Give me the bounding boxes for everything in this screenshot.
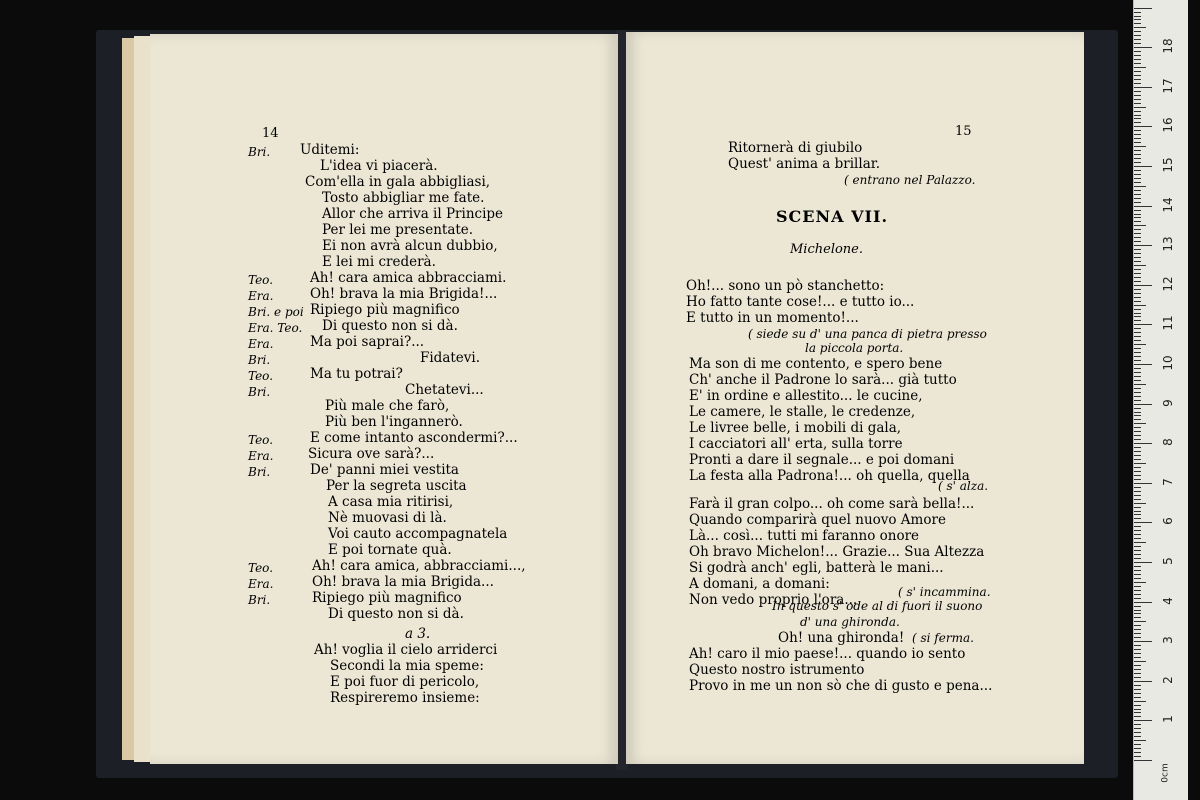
verse-line: Voi cauto accompagnatela	[328, 526, 508, 542]
speaker-label: Bri. e poi	[248, 305, 304, 319]
ruler-tick	[1134, 427, 1141, 428]
ruler-tick	[1134, 511, 1141, 512]
ruler-tick	[1134, 574, 1141, 575]
stage-direction: ( siede su d' una panca di pietra presso	[748, 327, 987, 341]
ruler-tick	[1134, 625, 1141, 626]
body-line: Ho fatto tante cose!... e tutto io...	[686, 294, 915, 310]
ruler-tick	[1134, 340, 1141, 341]
ruler-tick	[1134, 352, 1141, 353]
ruler-tick	[1134, 748, 1141, 749]
stage-direction: la piccola porta.	[805, 341, 904, 355]
ruler-tick	[1134, 277, 1141, 278]
ruler-tick	[1134, 728, 1141, 729]
ruler-tick	[1134, 752, 1141, 753]
ruler-tick	[1134, 550, 1141, 551]
verse-line: Ma tu potrai?	[310, 366, 403, 382]
verse-line: L'idea vi piacerà.	[320, 158, 438, 174]
ruler-number: 8	[1161, 438, 1175, 447]
ruler-number: 16	[1161, 117, 1175, 134]
ruler-number: 3	[1161, 636, 1175, 645]
ruler-number: 1	[1161, 715, 1175, 724]
body-line: E' in ordine e allestito... le cucine,	[689, 388, 923, 404]
ruler-tick	[1134, 689, 1141, 690]
ruler-tick	[1134, 336, 1141, 337]
ruler-number: 7	[1161, 477, 1175, 486]
ruler-tick	[1134, 475, 1141, 476]
ruler-tick	[1134, 95, 1141, 96]
verse-line: Secondi la mia speme:	[330, 658, 484, 674]
ruler-tick	[1134, 194, 1141, 195]
ruler-number: 2	[1161, 675, 1175, 684]
verse-line: Di questo non si dà.	[328, 606, 464, 622]
ruler-tick	[1134, 467, 1141, 468]
ruler-tick	[1134, 344, 1146, 345]
ruler-tick	[1134, 91, 1141, 92]
ruler-tick	[1134, 610, 1141, 611]
stage-direction: ( s' alza.	[938, 479, 989, 493]
verse-line: De' panni miei vestita	[310, 462, 459, 478]
speaker-label: Era. Teo.	[248, 321, 303, 335]
ruler-tick	[1134, 463, 1146, 464]
ruler-tick	[1134, 348, 1141, 349]
ruler-tick	[1134, 661, 1146, 662]
ruler-tick	[1134, 712, 1141, 713]
ruler-tick	[1134, 471, 1141, 472]
stage-direction: ( entrano nel Palazzo.	[844, 173, 976, 187]
ruler-tick	[1134, 198, 1141, 199]
ruler-number: 11	[1161, 315, 1175, 332]
ruler-tick	[1134, 483, 1152, 484]
ruler-tick	[1134, 241, 1141, 242]
speaker-label: Teo.	[248, 273, 274, 287]
scene-title: SCENA VII.	[776, 207, 889, 226]
verse-line: Respireremo insieme:	[330, 690, 480, 706]
ruler-tick	[1134, 376, 1141, 377]
ruler-tick	[1134, 566, 1141, 567]
speaker-label: Teo.	[248, 561, 274, 575]
ruler-tick	[1134, 594, 1141, 595]
ruler-tick	[1134, 372, 1141, 373]
ruler-tick	[1134, 206, 1152, 207]
ruler-tick	[1134, 31, 1141, 32]
speaker-label: Bri.	[248, 593, 271, 607]
ruler-tick	[1134, 526, 1141, 527]
ruler-tick	[1134, 637, 1141, 638]
ruler-tick	[1134, 170, 1141, 171]
ruler-tick	[1134, 225, 1146, 226]
speaker-label: Bri.	[248, 465, 271, 479]
ruler-tick	[1134, 103, 1141, 104]
verse-line: Uditemi:	[300, 142, 360, 158]
ruler-tick	[1134, 408, 1141, 409]
verse-line: a 3.	[405, 626, 431, 642]
ruler-tick	[1134, 641, 1152, 642]
verse-line: Ripiego più magnifico	[312, 590, 462, 606]
ruler-tick	[1134, 522, 1152, 523]
ruler-tick	[1134, 756, 1141, 757]
ruler-number: 5	[1161, 557, 1175, 565]
ruler-tick	[1134, 47, 1152, 48]
body-line: A domani, a domani:	[689, 576, 830, 592]
ruler-tick	[1134, 122, 1141, 123]
ruler-tick	[1134, 503, 1146, 504]
ruler-tick	[1134, 697, 1141, 698]
verse-line: E lei mi crederà.	[322, 254, 436, 270]
ruler-tick	[1134, 8, 1152, 9]
verse-line: Quest' anima a brillar.	[728, 156, 881, 172]
ruler-tick	[1134, 115, 1141, 116]
ruler-tick	[1134, 606, 1141, 607]
ruler-tick	[1134, 126, 1152, 127]
body-line: Oh! una ghironda!	[778, 630, 905, 646]
ruler-tick	[1134, 455, 1141, 456]
ruler-tick	[1134, 760, 1152, 761]
ruler-tick	[1134, 281, 1141, 282]
verse-line: Chetatevi...	[405, 382, 484, 398]
ruler-tick	[1134, 309, 1141, 310]
ruler-tick	[1134, 301, 1141, 302]
ruler-tick	[1134, 732, 1141, 733]
ruler-number: 6	[1161, 517, 1175, 526]
stage-direction: In questo s' ode al di fuori il suono	[772, 599, 983, 613]
ruler-number: 17	[1161, 78, 1175, 94]
verse-line: Ah! cara amica abbracciami.	[310, 270, 507, 286]
body-line: Quando comparirà quel nuovo Amore	[689, 512, 946, 528]
ruler-tick	[1134, 214, 1141, 215]
body-line: Non vedo proprio l'ora...	[689, 592, 858, 608]
ruler-tick	[1134, 59, 1141, 60]
speaker-label: Teo.	[248, 433, 274, 447]
body-line: Oh bravo Michelon!... Grazie... Sua Altezza	[689, 544, 985, 560]
ruler-tick	[1134, 364, 1152, 365]
ruler-tick	[1134, 39, 1141, 40]
ruler-tick	[1134, 499, 1141, 500]
measuring-ruler	[1133, 0, 1188, 800]
ruler-tick	[1134, 332, 1141, 333]
ruler-tick	[1134, 63, 1141, 64]
verse-line: Di questo non si dà.	[322, 318, 458, 334]
ruler-tick	[1134, 435, 1141, 436]
ruler-tick	[1134, 534, 1141, 535]
verse-line: Più male che farò,	[325, 398, 450, 414]
ruler-tick	[1134, 685, 1141, 686]
ruler-tick	[1134, 459, 1141, 460]
ruler-tick	[1134, 388, 1141, 389]
stage-direction: ( s' incammina.	[898, 585, 991, 599]
ruler-tick	[1134, 558, 1141, 559]
verse-line: Per lei me presentate.	[322, 222, 474, 238]
verse-line: Nè muovasi di là.	[328, 510, 447, 526]
verse-line: Oh! brava la mia Brigida!...	[310, 286, 498, 302]
ruler-tick	[1134, 43, 1141, 44]
ruler-tick	[1134, 99, 1141, 100]
ruler-tick	[1134, 657, 1141, 658]
body-line: Oh!... sono un pò stanchetto:	[686, 278, 885, 294]
ruler-tick	[1134, 724, 1141, 725]
speaker-label: Bri.	[248, 145, 271, 159]
verse-line: Sicura ove sarà?...	[308, 446, 435, 462]
ruler-tick	[1134, 79, 1141, 80]
ruler-tick	[1134, 562, 1152, 563]
speaker-label: Era.	[248, 289, 274, 303]
ruler-tick	[1134, 673, 1141, 674]
ruler-tick	[1134, 146, 1146, 147]
ruler-tick	[1134, 154, 1141, 155]
character-name: Michelone.	[790, 242, 863, 257]
verse-line: Ma poi saprai?...	[310, 334, 425, 350]
ruler-tick	[1134, 736, 1141, 737]
ruler-tick	[1134, 380, 1141, 381]
speaker-label: Teo.	[248, 369, 274, 383]
ruler-tick	[1134, 285, 1152, 286]
ruler-tick	[1134, 669, 1141, 670]
body-line: Si godrà anch' egli, batterà le mani...	[689, 560, 944, 576]
ruler-tick	[1134, 479, 1141, 480]
ruler-tick	[1134, 613, 1141, 614]
ruler-tick	[1134, 174, 1141, 175]
speaker-label: Era.	[248, 337, 274, 351]
ruler-tick	[1134, 130, 1141, 131]
ruler-tick	[1134, 554, 1141, 555]
ruler-number: 14	[1161, 196, 1175, 213]
verse-line: Più ben l'ingannerò.	[325, 414, 463, 430]
ruler-tick	[1134, 447, 1141, 448]
left-page-number: 14	[262, 126, 279, 141]
ruler-tick	[1134, 396, 1141, 397]
body-line: Ah! caro il mio paese!... quando io sento	[689, 646, 966, 662]
speaker-label: Era.	[248, 449, 274, 463]
ruler-tick	[1134, 590, 1141, 591]
body-line: I cacciatori all' erta, sulla torre	[689, 436, 903, 452]
ruler-tick	[1134, 356, 1141, 357]
ruler-tick	[1134, 360, 1141, 361]
ruler-tick	[1134, 186, 1146, 187]
ruler-tick	[1134, 229, 1141, 230]
ruler-tick	[1134, 328, 1141, 329]
body-line: Ch' anche il Padrone lo sarà... già tutto	[689, 372, 957, 388]
ruler-tick	[1134, 518, 1141, 519]
ruler-tick	[1134, 720, 1152, 721]
ruler-number: 12	[1161, 276, 1175, 292]
ruler-tick	[1134, 233, 1141, 234]
stage-direction: d' una ghironda.	[800, 615, 900, 629]
body-line: Farà il gran colpo... oh come sarà bella!...	[689, 496, 975, 512]
body-line: Provo in me un non sò che di gusto e pena...	[689, 678, 993, 694]
ruler-tick	[1134, 629, 1141, 630]
ruler-tick	[1134, 617, 1141, 618]
ruler-unit-label: 0cm	[1160, 763, 1171, 783]
ruler-tick	[1134, 16, 1141, 17]
ruler-tick	[1134, 71, 1141, 72]
ruler-tick	[1134, 392, 1141, 393]
ruler-tick	[1134, 412, 1141, 413]
ruler-tick	[1134, 35, 1141, 36]
right-page-number: 15	[955, 124, 972, 139]
ruler-tick	[1134, 542, 1146, 543]
ruler-tick	[1134, 681, 1152, 682]
body-line: E tutto in un momento!...	[686, 310, 859, 326]
ruler-tick	[1134, 265, 1146, 266]
ruler-tick	[1134, 134, 1141, 135]
ruler-tick	[1134, 305, 1146, 306]
ruler-tick	[1134, 273, 1141, 274]
ruler-tick	[1134, 649, 1141, 650]
ruler-tick	[1134, 705, 1141, 706]
ruler-tick	[1134, 530, 1141, 531]
ruler-tick	[1134, 87, 1152, 88]
ruler-number: 9	[1161, 398, 1175, 407]
ruler-tick	[1134, 166, 1152, 167]
ruler-tick	[1134, 27, 1146, 28]
ruler-tick	[1134, 138, 1141, 139]
verse-line: E poi fuor di pericolo,	[330, 674, 480, 690]
ruler-tick	[1134, 245, 1152, 246]
ruler-tick	[1134, 75, 1141, 76]
ruler-tick	[1134, 570, 1141, 571]
ruler-tick	[1134, 12, 1141, 13]
ruler-tick	[1134, 249, 1141, 250]
ruler-tick	[1134, 313, 1141, 314]
ruler-tick	[1134, 111, 1141, 112]
ruler-tick	[1134, 578, 1141, 579]
ruler-tick	[1134, 586, 1141, 587]
ruler-tick	[1134, 431, 1141, 432]
ruler-tick	[1134, 210, 1141, 211]
ruler-tick	[1134, 202, 1141, 203]
ruler-tick	[1134, 190, 1141, 191]
verse-line: Tosto abbigliar me fate.	[322, 190, 485, 206]
ruler-tick	[1134, 253, 1141, 254]
ruler-tick	[1134, 118, 1141, 119]
ruler-tick	[1134, 237, 1141, 238]
ruler-number: 15	[1161, 157, 1175, 173]
verse-line: Oh! brava la mia Brigida...	[312, 574, 494, 590]
ruler-tick	[1134, 443, 1152, 444]
verse-line: Fidatevi.	[420, 350, 481, 366]
ruler-tick	[1134, 677, 1141, 678]
verse-line: Ripiego più magnifico	[310, 302, 460, 318]
ruler-tick	[1134, 598, 1141, 599]
ruler-tick	[1134, 582, 1146, 583]
ruler-tick	[1134, 320, 1141, 321]
ruler-tick	[1134, 368, 1141, 369]
verse-line: Ah! voglia il cielo arriderci	[314, 642, 498, 658]
ruler-tick	[1134, 693, 1141, 694]
ruler-tick	[1134, 316, 1141, 317]
ruler-number: 10	[1161, 355, 1175, 371]
ruler-tick	[1134, 633, 1141, 634]
body-line: Questo nostro istrumento	[689, 662, 865, 678]
ruler-tick	[1134, 55, 1141, 56]
ruler-tick	[1134, 744, 1141, 745]
ruler-tick	[1134, 221, 1141, 222]
ruler-tick	[1134, 83, 1141, 84]
ruler-tick	[1134, 507, 1141, 508]
ruler-tick	[1134, 404, 1152, 405]
ruler-tick	[1134, 451, 1141, 452]
ruler-tick	[1134, 384, 1146, 385]
body-line: La festa alla Padrona!... oh quella, quella	[689, 468, 970, 484]
ruler-tick	[1134, 709, 1141, 710]
verse-line: Per la segreta uscita	[326, 478, 467, 494]
ruler-tick	[1134, 415, 1141, 416]
ruler-tick	[1134, 538, 1141, 539]
ruler-tick	[1134, 289, 1141, 290]
ruler-tick	[1134, 19, 1141, 20]
body-line: Ma son di me contento, e spero bene	[689, 356, 943, 372]
ruler-tick	[1134, 514, 1141, 515]
ruler-tick	[1134, 217, 1141, 218]
ruler-tick	[1134, 419, 1141, 420]
ruler-tick	[1134, 653, 1141, 654]
speaker-label: Bri.	[248, 353, 271, 367]
ruler-tick	[1134, 495, 1141, 496]
ruler-tick	[1134, 645, 1141, 646]
verse-line: Allor che arriva il Principe	[322, 206, 504, 222]
ruler-tick	[1134, 487, 1141, 488]
verse-line: Ei non avrà alcun dubbio,	[322, 238, 498, 254]
ruler-tick	[1134, 546, 1141, 547]
ruler-tick	[1134, 716, 1141, 717]
verse-line: Ritornerà di giubilo	[728, 140, 863, 156]
ruler-tick	[1134, 257, 1141, 258]
verse-line: A casa mia ritirisi,	[328, 494, 454, 510]
ruler-tick	[1134, 297, 1141, 298]
ruler-tick	[1134, 162, 1141, 163]
ruler-tick	[1134, 158, 1141, 159]
ruler-tick	[1134, 178, 1141, 179]
ruler-tick	[1134, 142, 1141, 143]
ruler-tick	[1134, 439, 1141, 440]
ruler-tick	[1134, 621, 1146, 622]
speaker-label: Era.	[248, 577, 274, 591]
ruler-tick	[1134, 400, 1141, 401]
verse-line: Com'ella in gala abbigliasi,	[305, 174, 491, 190]
verse-line: Ah! cara amica, abbracciami...,	[312, 558, 526, 574]
body-line: Là... così... tutti mi faranno onore	[689, 528, 920, 544]
ruler-tick	[1134, 23, 1141, 24]
ruler-tick	[1134, 602, 1152, 603]
ruler-tick	[1134, 67, 1146, 68]
stage-direction: ( si ferma.	[912, 631, 974, 645]
ruler-number: 18	[1161, 38, 1175, 54]
ruler-tick	[1134, 701, 1146, 702]
speaker-label: Bri.	[248, 385, 271, 399]
body-line: Pronti a dare il segnale... e poi domani	[689, 452, 955, 468]
ruler-tick	[1134, 423, 1146, 424]
verse-line: E poi tornate quà.	[328, 542, 452, 558]
ruler-tick	[1134, 182, 1141, 183]
ruler-number: 13	[1161, 236, 1175, 252]
ruler-tick	[1134, 51, 1141, 52]
ruler-tick	[1134, 107, 1146, 108]
body-line: Le livree belle, i mobili di gala,	[689, 420, 902, 436]
ruler-tick	[1134, 269, 1141, 270]
ruler-tick	[1134, 150, 1141, 151]
ruler-tick	[1134, 324, 1152, 325]
body-line: Le camere, le stalle, le credenze,	[689, 404, 916, 420]
verse-line: E come intanto ascondermi?...	[310, 430, 518, 446]
ruler-tick	[1134, 665, 1141, 666]
ruler-tick	[1134, 740, 1146, 741]
ruler-tick	[1134, 261, 1141, 262]
ruler-tick	[1134, 491, 1141, 492]
ruler-number: 4	[1161, 596, 1175, 605]
ruler-tick	[1134, 293, 1141, 294]
